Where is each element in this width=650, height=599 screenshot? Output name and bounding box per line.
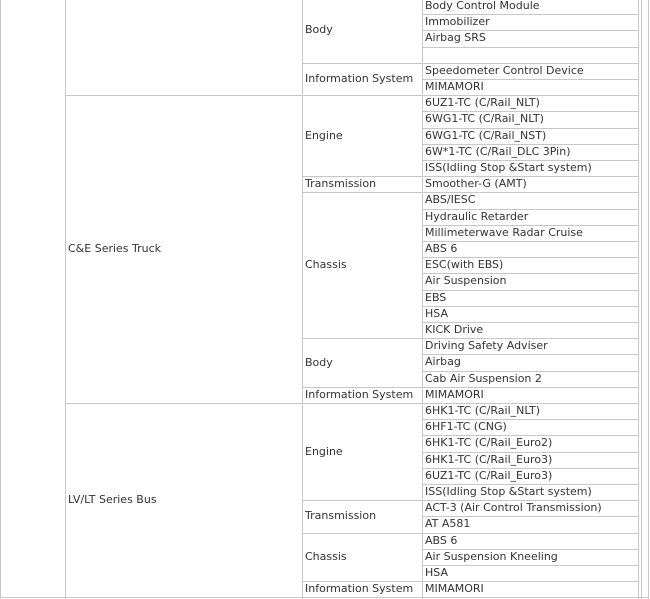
category-label: Engine: [305, 444, 343, 458]
system-item: Airbag SRS: [425, 31, 486, 45]
system-item: Smoother-G (AMT): [425, 177, 527, 191]
category-label: Chassis: [305, 258, 347, 272]
table-border-bottom: [0, 597, 649, 598]
system-item: Hydraulic Retarder: [425, 209, 529, 223]
system-item: ABS/IESC: [425, 193, 476, 207]
category-label: Chassis: [305, 549, 347, 563]
system-item: 6WG1-TC (C/Rail_NLT): [425, 112, 544, 126]
system-item: MIMAMORI: [425, 387, 484, 401]
category-divider: [303, 403, 422, 404]
system-item: MIMAMORI: [425, 80, 484, 93]
category-label: Body: [305, 23, 333, 37]
table-border-left: [0, 0, 1, 599]
category-label: Engine: [305, 128, 343, 142]
item-row-divider: [423, 47, 638, 48]
system-item: KICK Drive: [425, 323, 484, 336]
column-divider: [638, 0, 639, 599]
system-item: Immobilizer: [425, 15, 490, 29]
system-item: ESC(with EBS): [425, 258, 504, 272]
system-item: 6W*1-TC (C/Rail_DLC 3Pin): [425, 144, 571, 158]
category-divider: [303, 95, 422, 96]
system-item: ISS(Idling Stop &Start system): [425, 485, 592, 498]
system-item: Millimeterwave Radar Cruise: [425, 225, 583, 239]
system-item: HSA: [425, 306, 448, 320]
system-item: EBS: [425, 290, 447, 304]
system-item: MIMAMORI: [425, 582, 484, 596]
system-item: Driving Safety Adviser: [425, 339, 548, 353]
system-item: 6UZ1-TC (C/Rail_Euro3): [425, 468, 553, 482]
system-item: 6HK1-TC (C/Rail_NLT): [425, 404, 540, 417]
column-divider: [641, 0, 642, 599]
system-item: 6HF1-TC (CNG): [425, 420, 507, 434]
category-label: Information System: [305, 72, 414, 85]
category-label: Transmission: [305, 177, 377, 191]
model-divider: [66, 95, 302, 96]
table-border-right: [648, 0, 649, 599]
system-item: ABS 6: [425, 533, 458, 547]
system-item: Body Control Module: [425, 0, 540, 12]
category-label: Body: [305, 355, 333, 369]
system-item: Cab Air Suspension 2: [425, 371, 542, 385]
system-item: HSA: [425, 566, 448, 579]
system-item: Air Suspension: [425, 274, 507, 288]
system-item: ISS(Idling Stop &Start system): [425, 161, 592, 174]
system-item: 6WG1-TC (C/Rail_NST): [425, 128, 547, 142]
system-item: Air Suspension Kneeling: [425, 549, 558, 563]
column-divider: [302, 0, 303, 599]
item-row-divider: [423, 290, 638, 291]
system-item: 6HK1-TC (C/Rail_Euro2): [425, 436, 553, 450]
system-item: ACT-3 (Air Control Transmission): [425, 501, 602, 515]
item-row-divider: [423, 306, 638, 307]
system-item: ABS 6: [425, 242, 458, 255]
item-row-divider: [423, 565, 638, 566]
category-divider: [303, 63, 422, 64]
category-divider: [303, 338, 422, 339]
model-label: LV/LT Series Bus: [68, 493, 157, 507]
category-divider: [303, 192, 422, 193]
category-label: Transmission: [305, 509, 377, 523]
system-item: Speedometer Control Device: [425, 63, 584, 77]
model-label: C&E Series Truck: [68, 242, 162, 256]
column-divider: [65, 0, 66, 599]
category-label: Information System: [305, 582, 414, 596]
column-divider: [422, 0, 423, 599]
category-divider: [303, 533, 422, 534]
system-item: 6HK1-TC (C/Rail_Euro3): [425, 452, 553, 466]
system-item: 6UZ1-TC (C/Rail_NLT): [425, 96, 540, 110]
system-item: Airbag: [425, 355, 461, 369]
system-item: AT A581: [425, 517, 471, 531]
model-divider: [66, 403, 302, 404]
category-divider: [303, 500, 422, 501]
category-label: Information System: [305, 387, 414, 401]
